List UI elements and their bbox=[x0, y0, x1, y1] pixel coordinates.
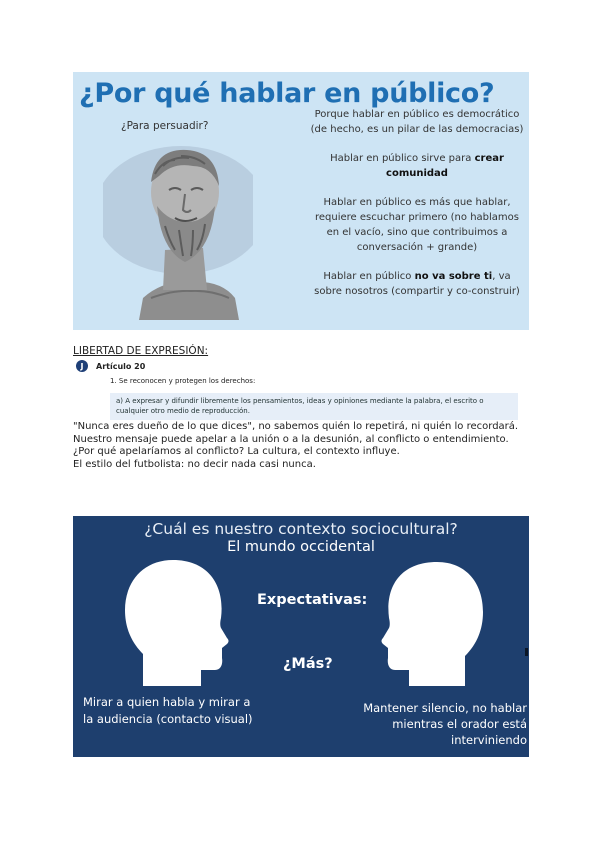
paragraph: ¿Por qué apelaríamos al conflicto? La cultura, el contexto influye. bbox=[73, 446, 400, 457]
body-text bbox=[73, 421, 529, 471]
paragraph: El estilo del futbolista: no decir nada casi nunca. bbox=[73, 458, 316, 470]
article-item: 1. Se reconocen y protegen los derechos: bbox=[110, 377, 256, 385]
persuade-question: ¿Para persuadir? bbox=[121, 120, 209, 132]
reasons-list bbox=[309, 107, 525, 313]
aristotle-bust-image bbox=[103, 130, 253, 320]
reason-listen-first: Hablar en público es más que hablar, requiere escuchar primero (no hablamos en el vacío, sino que contribuimos a conversación + grande) bbox=[315, 197, 519, 253]
slide-title: ¿Por qué hablar en público? bbox=[79, 78, 495, 109]
constitution-article-excerpt bbox=[76, 360, 532, 420]
slide-why-public-speaking bbox=[73, 72, 529, 330]
slide-sociocultural-context bbox=[73, 516, 529, 757]
slide-edge-mark bbox=[525, 648, 528, 656]
slide-subtitle: El mundo occidental bbox=[227, 539, 375, 555]
expectation-silence: Mantener silencio, no hablar mientras el orador está interviniendo bbox=[363, 701, 527, 747]
head-silhouette-left-icon bbox=[121, 556, 231, 686]
expectations-label: Expectativas: bbox=[257, 592, 368, 608]
expectation-eye-contact: Mirar a quien habla y mirar a la audiencia (contacto visual) bbox=[83, 695, 253, 726]
reason-community: Hablar en público sirve para crear comunidad bbox=[330, 153, 504, 179]
section-heading: LIBERTAD DE EXPRESIÓN: bbox=[73, 345, 209, 357]
reason-democratic: Porque hablar en público es democrático (de hecho, es un pilar de las democracias) bbox=[310, 109, 524, 135]
article-title: Artículo 20 bbox=[96, 361, 146, 371]
paragraph: "Nunca eres dueño de lo que dices", no sabemos quién lo repetirá, ni quién lo recordará. bbox=[73, 421, 519, 432]
head-silhouette-right-icon bbox=[381, 558, 485, 686]
paragraph: Nuestro mensaje puede apelar a la unión o a la desunión, al conflicto o entendimiento. bbox=[73, 433, 509, 445]
reason-not-about-you: Hablar en público no va sobre ti, va sobre nosotros (compartir y co-construir) bbox=[314, 271, 520, 297]
more-label: ¿Más? bbox=[283, 656, 333, 672]
article-badge-icon: J bbox=[76, 360, 88, 372]
article-quote: a) A expresar y difundir libremente los pensamientos, ideas y opiniones mediante la palabra, el escrito o cualquier otro medio de reproducción. bbox=[110, 393, 518, 420]
slide-title: ¿Cuál es nuestro contexto sociocultural? bbox=[144, 520, 458, 538]
